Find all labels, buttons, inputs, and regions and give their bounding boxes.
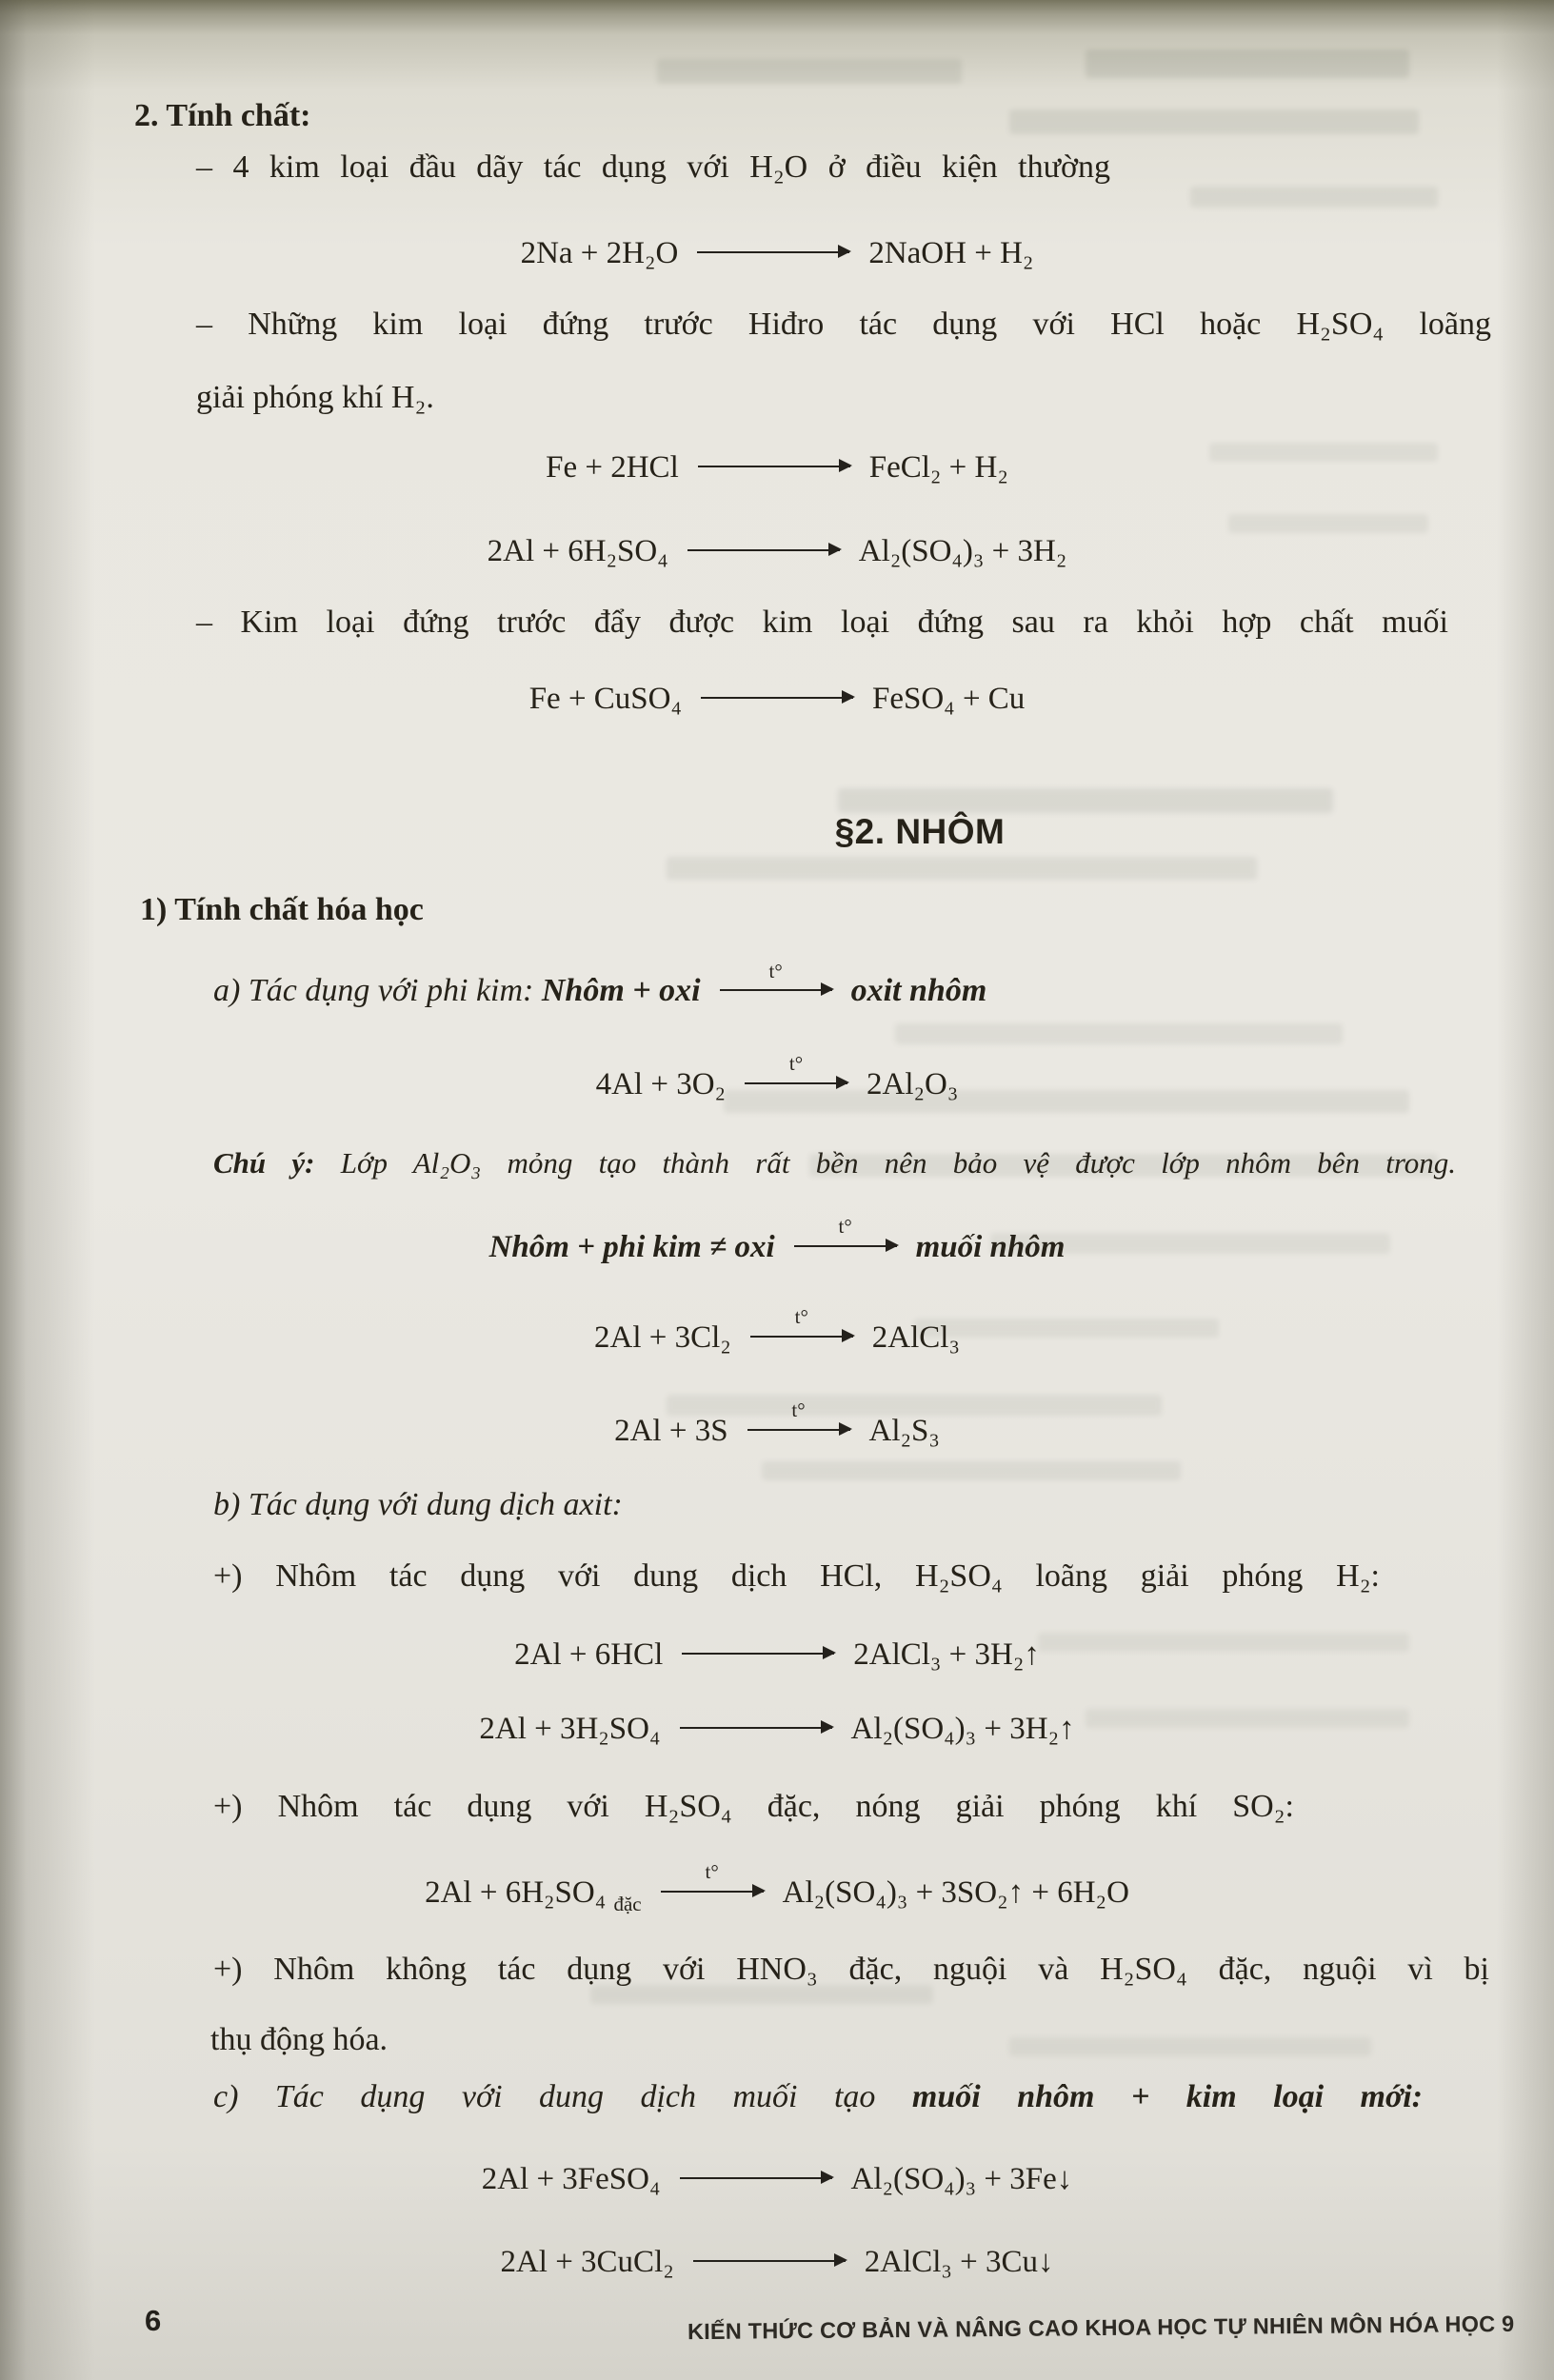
page-number: 6 xyxy=(145,2304,162,2337)
footer-book-title: KIẾN THỨC CƠ BẢN VÀ NÂNG CAO KHOA HỌC TỰ NHIÊN MÔN HÓA HỌC 9 xyxy=(687,2311,1515,2345)
bleed-through-smudge xyxy=(1228,514,1428,533)
item-b3-line2: thụ động hóa. xyxy=(210,2022,388,2057)
equation-lhs: 2Al + 3FeSO₄ xyxy=(481,2162,661,2196)
bullet-acid-reaction-line2: giải phóng khí H₂. xyxy=(196,380,434,415)
equation-al-cl2 xyxy=(120,1304,1434,1359)
equation-lhs: 2Al + 3Cl₂ xyxy=(594,1320,731,1355)
bleed-through-smudge xyxy=(762,1461,1181,1480)
reaction-condition: t° xyxy=(791,1398,806,1421)
equation-rhs: Al₂(SO₄)₃ + 3Fe↓ xyxy=(850,2162,1073,2196)
equation-rhs: FeCl₂ + H₂ xyxy=(868,450,1008,485)
bullet-displacement: – Kim loại đứng trước đẩy được kim loại đứng sau ra khỏi hợp chất muối xyxy=(196,605,1448,640)
section2-title xyxy=(120,809,1554,855)
equation-fe-hcl xyxy=(120,447,1434,488)
reaction-arrow-icon xyxy=(680,1727,832,1730)
bleed-through-smudge xyxy=(667,857,1257,880)
equation-rhs: Al₂(SO₄)₃ + 3H₂ xyxy=(858,534,1067,568)
note-line xyxy=(213,1145,1456,1182)
reaction-condition: t° xyxy=(788,1051,804,1075)
equation-rhs: 2Al₂O₃ xyxy=(867,1067,959,1101)
note-text: Lớp Al₂O₃ mỏng tạo thành rất bền nên bảo vệ được lớp nhôm bên trong. xyxy=(340,1146,1457,1180)
reaction-arrow-icon xyxy=(720,959,832,992)
reaction-condition: t° xyxy=(838,1214,852,1238)
scheme-rhs: oxit nhôm xyxy=(850,973,987,1008)
scheme-rhs: muối nhôm xyxy=(915,1230,1066,1264)
equation-rhs: 2AlCl₃ + 3H₂↑ xyxy=(853,1637,1040,1672)
reaction-arrow-icon xyxy=(698,466,850,468)
item-c-salt-heading xyxy=(213,2077,1423,2118)
item-b2-text: +) Nhôm tác dụng với H₂SO₄ đặc, nóng giải phóng khí SO₂: xyxy=(213,1789,1294,1824)
item-a-label: a) Tác dụng với phi kim: xyxy=(213,973,534,1008)
equation-al-hcl xyxy=(120,1635,1434,1676)
equation-lhs: 2Al + 3S xyxy=(614,1414,728,1448)
equation-lhs: Fe + 2HCl xyxy=(546,450,679,485)
equation-al-h2so4-dilute xyxy=(120,1709,1434,1750)
equation-lhs: 2Al + 6H₂SO₄ xyxy=(487,534,668,568)
section2-title-text: §2. NHÔM xyxy=(834,812,1006,851)
equation-lhs: Fe + CuSO₄ xyxy=(528,682,682,716)
reaction-arrow-icon xyxy=(745,1051,847,1085)
equation-lhs: 2Al + 3CuCl₂ xyxy=(500,2245,674,2279)
equation-al-o2 xyxy=(120,1051,1434,1105)
reaction-arrow-icon xyxy=(747,1398,850,1432)
chemical-properties-heading: 1) Tính chất hóa học xyxy=(140,892,424,927)
equation-rhs: Al₂(SO₄)₃ + 3SO₂↑ + 6H₂O xyxy=(782,1875,1129,1910)
item-c-label: c) Tác dụng với dung dịch muối tạo xyxy=(213,2079,876,2114)
scheme-other-nonmetals xyxy=(120,1214,1434,1268)
item-b-acid-heading: b) Tác dụng với dung dịch axit: xyxy=(213,1487,623,1522)
equation-al-feso4 xyxy=(120,2159,1434,2200)
equation-al-h2so4-concentrated xyxy=(120,1859,1434,1917)
equation-lhs: 2Al + 6H₂SO₄ xyxy=(425,1875,607,1910)
equation-rhs: 2AlCl₃ + 3Cu↓ xyxy=(864,2245,1054,2279)
bleed-through-smudge xyxy=(657,59,962,84)
equation-lhs: 2Al + 6HCl xyxy=(514,1637,664,1672)
bleed-through-smudge xyxy=(895,1023,1343,1044)
bleed-through-smudge xyxy=(1009,109,1419,134)
equation-rhs: 2AlCl₃ xyxy=(871,1320,960,1355)
equation-na-h2o xyxy=(120,233,1434,274)
equation-lhs: 2Na + 2H₂O xyxy=(520,236,679,270)
item-b3-line1: +) Nhôm không tác dụng với HNO₃ đặc, nguội và H₂SO₄ đặc, nguội vì bị xyxy=(213,1952,1489,1987)
bullet-water-reaction: – 4 kim loại đầu dãy tác dụng với H₂O ở điều kiện thường xyxy=(196,149,1110,185)
scheme-lhs: Nhôm + oxi xyxy=(541,973,701,1008)
equation-rhs: FeSO₄ + Cu xyxy=(872,682,1026,716)
bullet-acid-reaction-line1: – Những kim loại đứng trước Hiđro tác dụng với HCl hoặc H₂SO₄ loãng xyxy=(196,307,1491,342)
bleed-through-smudge xyxy=(1009,2037,1371,2056)
equation-lhs: 2Al + 3H₂SO₄ xyxy=(479,1712,661,1746)
reaction-condition: t° xyxy=(768,959,783,982)
equation-lhs: 4Al + 3O₂ xyxy=(595,1067,727,1101)
scheme-lhs: Nhôm + phi kim ≠ oxi xyxy=(488,1230,775,1264)
reaction-arrow-icon xyxy=(750,1304,853,1339)
reaction-arrow-icon xyxy=(794,1214,897,1248)
equation-rhs: Al₂(SO₄)₃ + 3H₂↑ xyxy=(850,1712,1075,1746)
reaction-condition: t° xyxy=(705,1859,719,1883)
equation-al-h2so4 xyxy=(120,531,1434,572)
reaction-arrow-icon xyxy=(661,1859,764,1894)
reaction-arrow-icon xyxy=(697,251,849,254)
equation-al-s xyxy=(120,1398,1434,1452)
reaction-arrow-icon xyxy=(687,549,840,552)
item-a-nonmetal-scheme xyxy=(213,959,987,1012)
bleed-through-smudge xyxy=(1190,187,1438,208)
reaction-condition: t° xyxy=(794,1304,808,1328)
reaction-arrow-icon xyxy=(701,697,853,700)
note-label: Chú ý: xyxy=(213,1146,315,1180)
item-b1-text: +) Nhôm tác dụng với dung dịch HCl, H₂SO₄ loãng giải phóng H₂: xyxy=(213,1558,1380,1594)
section1-heading: 2. Tính chất: xyxy=(134,98,311,133)
concentrated-label: đặc xyxy=(613,1893,642,1915)
equation-al-cucl2 xyxy=(120,2242,1434,2283)
reaction-arrow-icon xyxy=(682,1653,834,1656)
equation-rhs: 2NaOH + H₂ xyxy=(868,236,1034,270)
reaction-arrow-icon xyxy=(680,2177,832,2180)
item-c-bold: muối nhôm + kim loại mới: xyxy=(911,2079,1423,2114)
equation-rhs: Al₂S₃ xyxy=(868,1414,940,1448)
equation-fe-cuso4 xyxy=(120,679,1434,720)
reaction-arrow-icon xyxy=(693,2260,846,2263)
bleed-through-smudge xyxy=(1086,50,1409,78)
